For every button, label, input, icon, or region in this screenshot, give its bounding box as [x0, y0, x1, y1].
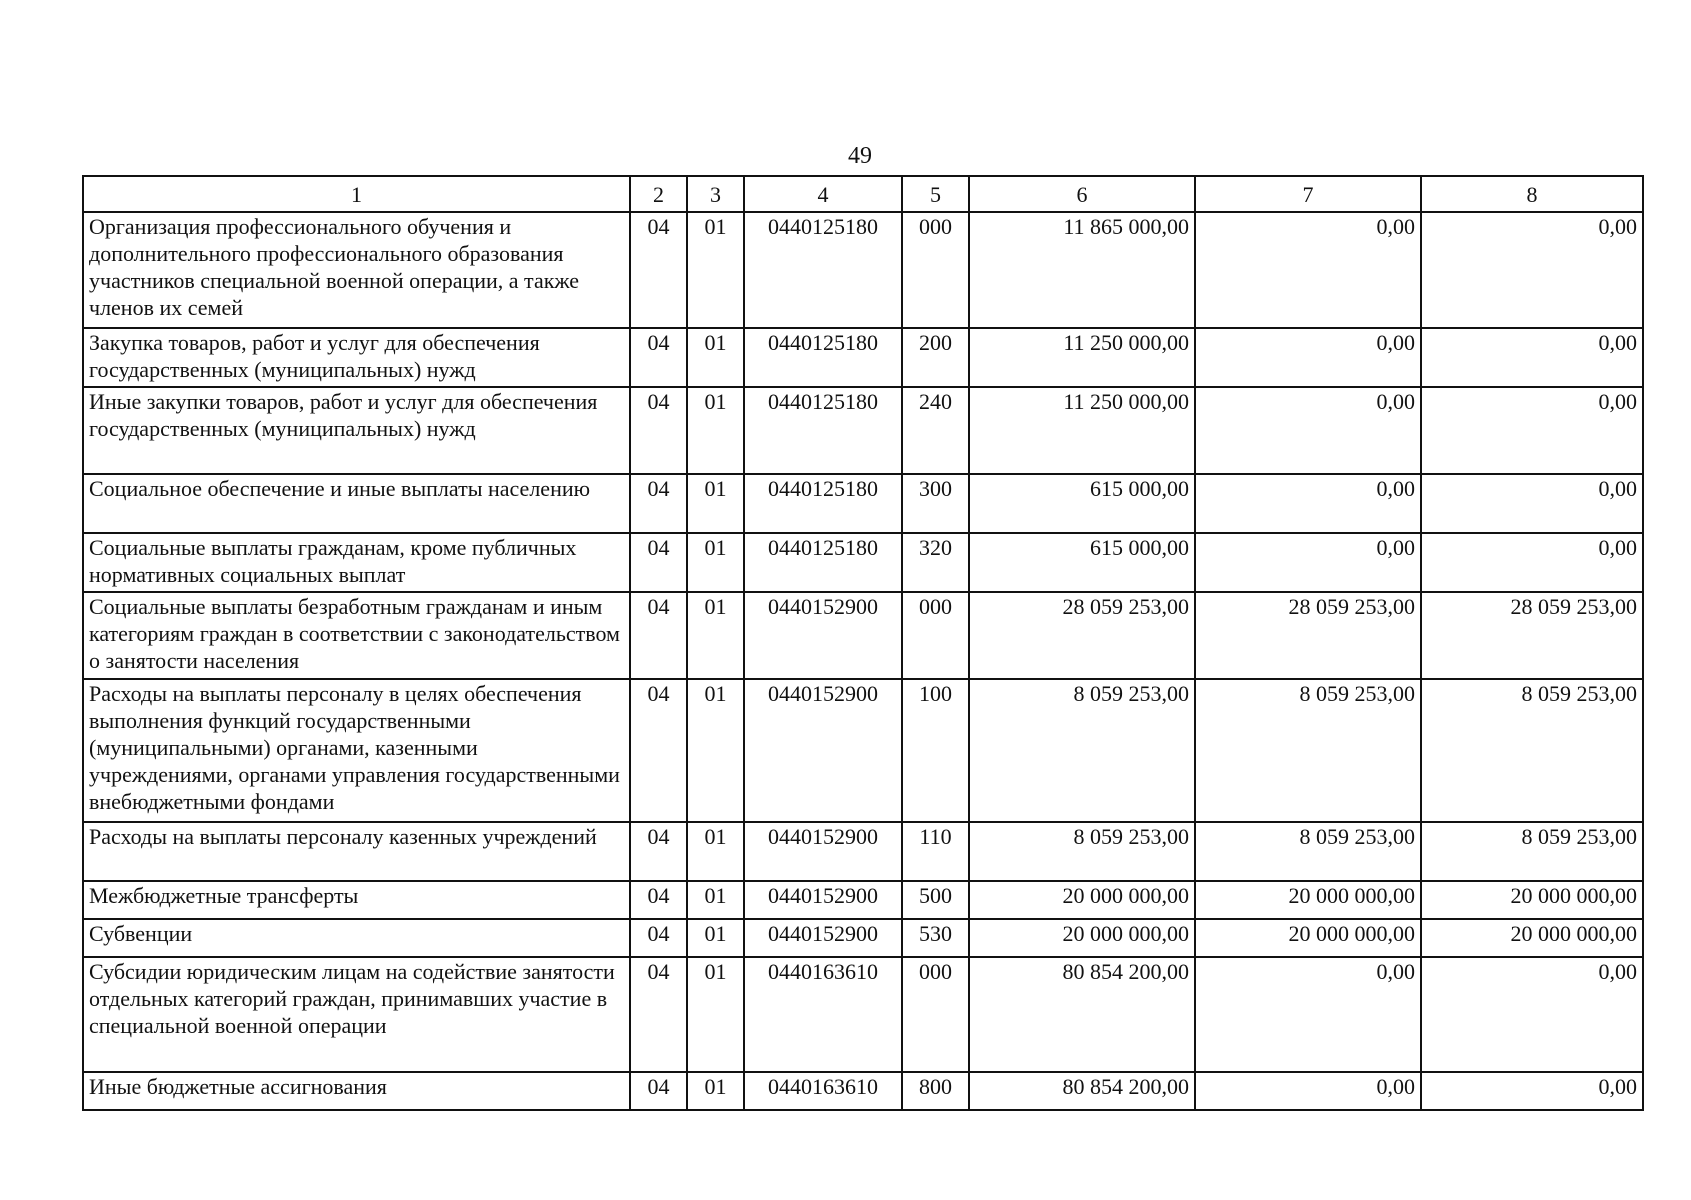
amount-8: 0,00: [1421, 957, 1643, 1072]
code-target: 0440152900: [744, 592, 902, 679]
code-subsection: 01: [687, 592, 744, 679]
amount-8: 28 059 253,00: [1421, 592, 1643, 679]
table-row: [83, 533, 1643, 592]
column-header: 3: [687, 176, 744, 212]
code-subsection: 01: [687, 881, 744, 919]
amount-8: 0,00: [1421, 387, 1643, 474]
column-header: 1: [83, 176, 630, 212]
row-name: Расходы на выплаты персоналу в целях обеспечения выполнения функций государственными (муниципальными) органами, казенными учреждениями, органами управления государственными внебюджетными фондами: [83, 679, 630, 822]
code-expense-type: 110: [902, 822, 969, 881]
table-row: [83, 592, 1643, 679]
amount-8: 20 000 000,00: [1421, 881, 1643, 919]
code-target: 0440125180: [744, 212, 902, 328]
table-row: [83, 881, 1643, 919]
row-name: Закупка товаров, работ и услуг для обеспечения государственных (муниципальных) нужд: [83, 328, 630, 387]
amount-6: 8 059 253,00: [969, 679, 1195, 822]
code-expense-type: 100: [902, 679, 969, 822]
code-expense-type: 300: [902, 474, 969, 533]
code-section: 04: [630, 881, 687, 919]
amount-8: 0,00: [1421, 328, 1643, 387]
code-subsection: 01: [687, 328, 744, 387]
amount-6: 615 000,00: [969, 533, 1195, 592]
amount-7: 20 000 000,00: [1195, 919, 1421, 957]
amount-6: 8 059 253,00: [969, 822, 1195, 881]
amount-6: 80 854 200,00: [969, 957, 1195, 1072]
code-section: 04: [630, 679, 687, 822]
row-name: Расходы на выплаты персоналу казенных учреждений: [83, 822, 630, 881]
column-header: 4: [744, 176, 902, 212]
row-name: Субвенции: [83, 919, 630, 957]
code-section: 04: [630, 533, 687, 592]
amount-7: 8 059 253,00: [1195, 822, 1421, 881]
code-expense-type: 000: [902, 592, 969, 679]
code-target: 0440125180: [744, 474, 902, 533]
table-row: [83, 957, 1643, 1072]
column-header: 8: [1421, 176, 1643, 212]
code-expense-type: 500: [902, 881, 969, 919]
table-row: [83, 212, 1643, 328]
row-name: Организация профессионального обучения и дополнительного профессионального образования участников специальной военной операции, а также членов их семей: [83, 212, 630, 328]
code-section: 04: [630, 919, 687, 957]
code-target: 0440152900: [744, 679, 902, 822]
column-header: 2: [630, 176, 687, 212]
code-expense-type: 800: [902, 1072, 969, 1110]
code-subsection: 01: [687, 387, 744, 474]
code-subsection: 01: [687, 957, 744, 1072]
row-name: Социальные выплаты гражданам, кроме публичных нормативных социальных выплат: [83, 533, 630, 592]
amount-6: 615 000,00: [969, 474, 1195, 533]
amount-6: 28 059 253,00: [969, 592, 1195, 679]
code-target: 0440163610: [744, 1072, 902, 1110]
code-target: 0440152900: [744, 919, 902, 957]
code-subsection: 01: [687, 679, 744, 822]
header-row: [83, 176, 1643, 212]
column-header: 5: [902, 176, 969, 212]
code-section: 04: [630, 328, 687, 387]
code-expense-type: 000: [902, 212, 969, 328]
amount-6: 80 854 200,00: [969, 1072, 1195, 1110]
code-section: 04: [630, 592, 687, 679]
amount-6: 11 250 000,00: [969, 328, 1195, 387]
code-target: 0440125180: [744, 533, 902, 592]
table-row: [83, 919, 1643, 957]
code-section: 04: [630, 1072, 687, 1110]
amount-6: 20 000 000,00: [969, 881, 1195, 919]
table-row: [83, 387, 1643, 474]
code-section: 04: [630, 822, 687, 881]
table-row: [83, 328, 1643, 387]
amount-6: 20 000 000,00: [969, 919, 1195, 957]
code-target: 0440152900: [744, 822, 902, 881]
code-target: 0440125180: [744, 328, 902, 387]
budget-table: [82, 175, 1644, 1111]
amount-7: 28 059 253,00: [1195, 592, 1421, 679]
amount-8: 0,00: [1421, 1072, 1643, 1110]
amount-6: 11 865 000,00: [969, 212, 1195, 328]
amount-7: 0,00: [1195, 328, 1421, 387]
amount-8: 8 059 253,00: [1421, 822, 1643, 881]
code-expense-type: 320: [902, 533, 969, 592]
code-subsection: 01: [687, 474, 744, 533]
code-subsection: 01: [687, 533, 744, 592]
amount-8: 8 059 253,00: [1421, 679, 1643, 822]
row-name: Субсидии юридическим лицам на содействие занятости отдельных категорий граждан, принимавших участие в специальной военной операции: [83, 957, 630, 1072]
amount-7: 0,00: [1195, 957, 1421, 1072]
code-target: 0440163610: [744, 957, 902, 1072]
code-subsection: 01: [687, 212, 744, 328]
code-expense-type: 200: [902, 328, 969, 387]
amount-8: 0,00: [1421, 533, 1643, 592]
amount-7: 0,00: [1195, 1072, 1421, 1110]
amount-7: 8 059 253,00: [1195, 679, 1421, 822]
table-row: [83, 679, 1643, 822]
row-name: Социальные выплаты безработным гражданам и иным категориям граждан в соответствии с законодательством о занятости населения: [83, 592, 630, 679]
amount-7: 0,00: [1195, 474, 1421, 533]
amount-7: 0,00: [1195, 387, 1421, 474]
table-row: [83, 1072, 1643, 1110]
row-name: Межбюджетные трансферты: [83, 881, 630, 919]
row-name: Иные бюджетные ассигнования: [83, 1072, 630, 1110]
code-target: 0440125180: [744, 387, 902, 474]
code-subsection: 01: [687, 919, 744, 957]
amount-7: 20 000 000,00: [1195, 881, 1421, 919]
code-expense-type: 000: [902, 957, 969, 1072]
code-section: 04: [630, 474, 687, 533]
row-name: Социальное обеспечение и иные выплаты населению: [83, 474, 630, 533]
table-row: [83, 474, 1643, 533]
code-subsection: 01: [687, 822, 744, 881]
amount-8: 0,00: [1421, 474, 1643, 533]
code-expense-type: 240: [902, 387, 969, 474]
page-number: 49: [848, 143, 872, 169]
code-section: 04: [630, 212, 687, 328]
code-expense-type: 530: [902, 919, 969, 957]
code-section: 04: [630, 387, 687, 474]
code-target: 0440152900: [744, 881, 902, 919]
amount-6: 11 250 000,00: [969, 387, 1195, 474]
code-section: 04: [630, 957, 687, 1072]
column-header: 7: [1195, 176, 1421, 212]
code-subsection: 01: [687, 1072, 744, 1110]
amount-7: 0,00: [1195, 533, 1421, 592]
column-header: 6: [969, 176, 1195, 212]
amount-7: 0,00: [1195, 212, 1421, 328]
table-row: [83, 822, 1643, 881]
amount-8: 0,00: [1421, 212, 1643, 328]
amount-8: 20 000 000,00: [1421, 919, 1643, 957]
row-name: Иные закупки товаров, работ и услуг для обеспечения государственных (муниципальных) нужд: [83, 387, 630, 474]
